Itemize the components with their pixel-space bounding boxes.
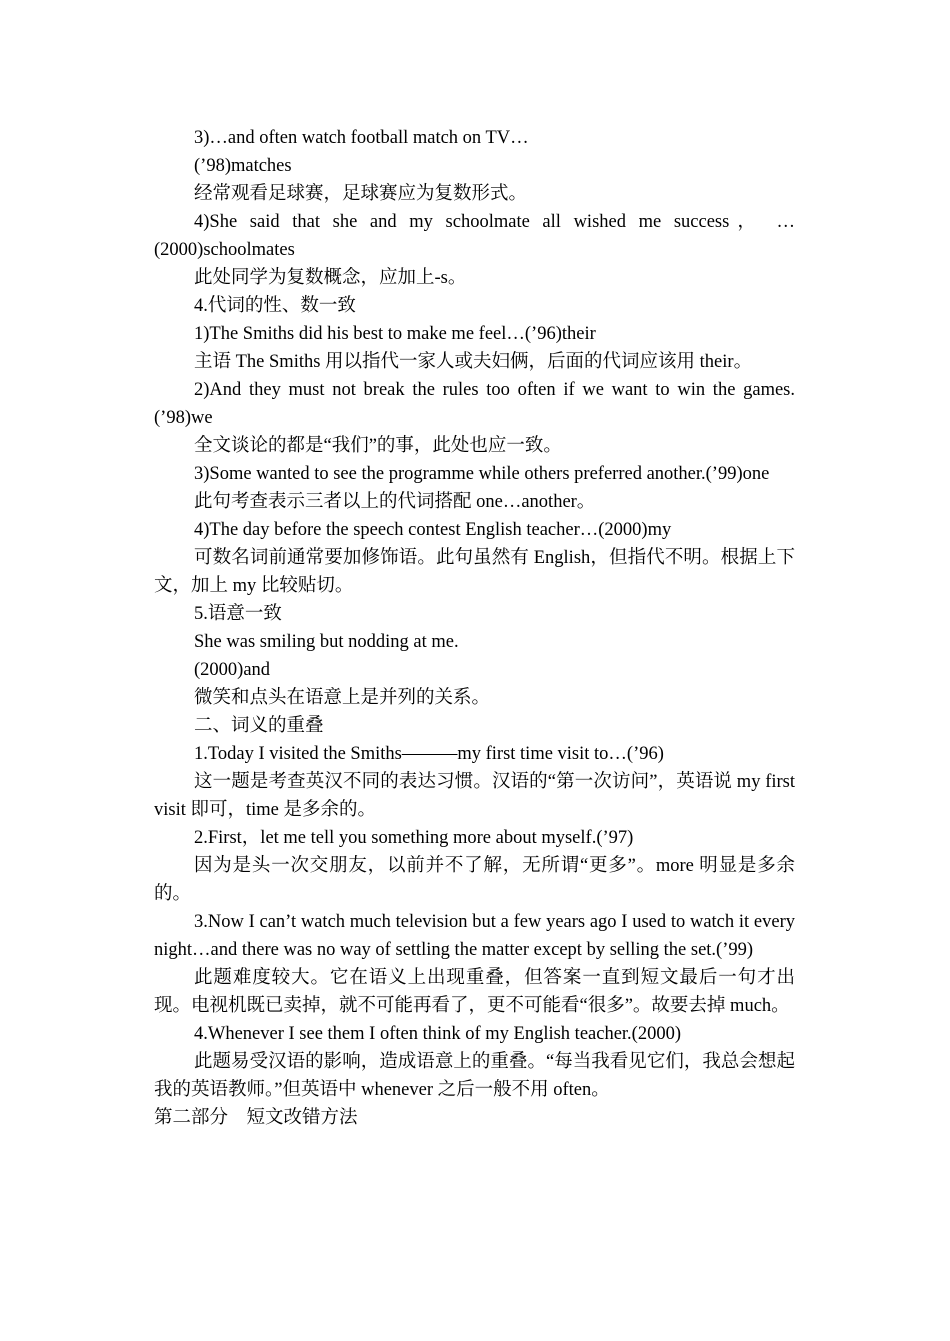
heading-pronoun-agreement: 4.代词的性、数一致 [194,296,356,316]
heading-word-overlap: 二、词义的重叠 [194,716,324,736]
line-21: 这一题是考查英汉不同的表达习惯。汉语的“第一次访问”，英语说 my first visit 即可，time 是多余的。 [154,772,795,820]
line-26: 4.Whenever I see them I often think of my English teacher.(2000) [194,1024,682,1044]
line-18: 微笑和点头在语意上是并列的关系。 [194,688,491,708]
section-heading: 第二部分 短文改错方法 [154,1108,358,1128]
line-3: 经常观看足球赛，足球赛应为复数形式。 [194,184,528,204]
line-22: 2.First，let me tell you something more about myself.(’97) [194,828,634,848]
line-27: 此题易受汉语的影响，造成语意上的重叠。“每当我看见它们，我总会想起我的英语教师。”但英语中 whenever 之后一般不用 often。 [154,1052,795,1100]
line-1: 3)…and often watch football match on TV… [194,128,529,148]
line-4: 4)She said that she and my schoolmate all wished me success， …(2000)schoolmates [154,212,795,260]
line-24: 3.Now I can’t watch much television but a few years ago I used to watch it every night…and there was no way of settling the matter except by selling the set.(’99) [154,912,795,960]
line-12: 此句考查表示三者以上的代词搭配 one…another。 [194,492,596,512]
line-11: 3)Some wanted to see the programme while others preferred another.(’99)one [194,464,770,484]
line-16: She was smiling but nodding at me. [194,632,459,652]
line-20: 1.Today I visited the Smiths———my first time visit to…(’96) [194,744,664,764]
line-25: 此题难度较大。它在语义上出现重叠，但答案一直到短文最后一句才出现。电视机既已卖掉，就不可能再看了，更不可能看“很多”。故要去掉 much。 [154,968,795,1016]
line-5: 此处同学为复数概念，应加上-s。 [194,268,467,288]
line-13: 4)The day before the speech contest English teacher…(2000)my [194,520,672,540]
line-10: 全文谈论的都是“我们”的事，此处也应一致。 [194,436,562,456]
line-23: 因为是头一次交朋友，以前并不了解，无所谓“更多”。more 明显是多余的。 [154,856,795,904]
heading-meaning-agreement: 5.语意一致 [194,604,282,624]
line-9: 2)And they must not break the rules too often if we want to win the games.(’98)we [154,380,795,428]
line-7: 1)The Smiths did his best to make me feel…(’96)their [194,324,596,344]
line-14: 可数名词前通常要加修饰语。此句虽然有 English，但指代不明。根据上下文，加上 my 比较贴切。 [154,548,795,596]
line-17: (2000)and [194,660,271,680]
line-8: 主语 The Smiths 用以指代一家人或夫妇俩，后面的代词应该用 their。 [194,352,753,372]
document-body [154,124,795,1132]
line-2: (’98)matches [194,156,292,176]
